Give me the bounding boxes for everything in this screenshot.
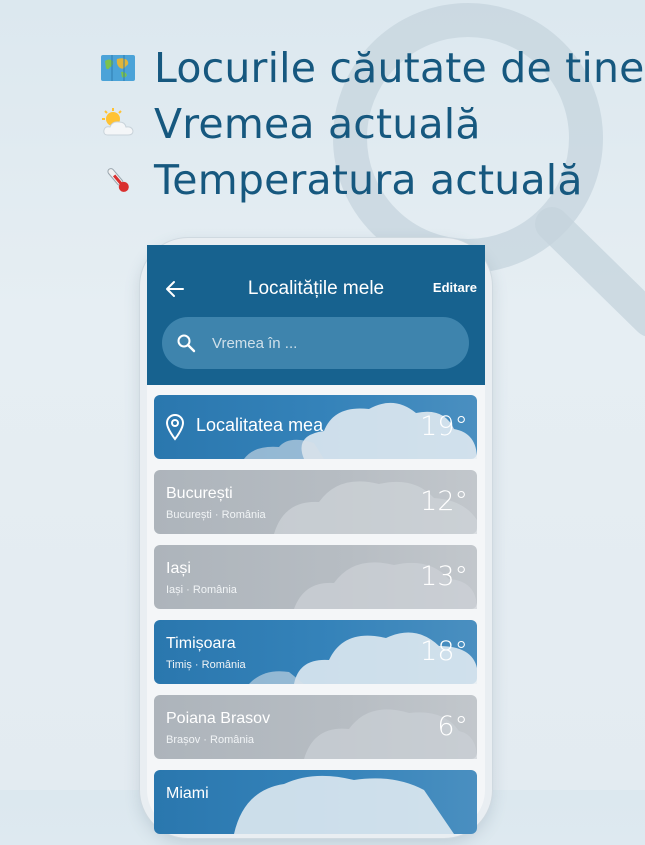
- location-subtitle: Iași · România: [166, 584, 237, 596]
- feature-current-weather: [98, 96, 645, 152]
- location-temperature: 6°: [437, 711, 468, 742]
- feature-searched-places: [98, 40, 645, 96]
- location-subtitle: Timiș · România: [166, 659, 246, 671]
- location-temperature: 18°: [420, 636, 468, 667]
- location-list: [154, 395, 477, 845]
- location-name: Iași: [166, 560, 191, 577]
- edit-button[interactable]: Editare: [432, 280, 477, 295]
- location-pin-icon: [164, 413, 186, 441]
- location-temperature: 19°: [420, 411, 468, 442]
- search-box[interactable]: [162, 317, 469, 369]
- feature-text: Vremea actuală: [154, 100, 481, 148]
- phone-frame: [140, 238, 492, 838]
- location-subtitle: București · România: [166, 509, 266, 521]
- location-card[interactable]: [154, 545, 477, 609]
- feature-current-temperature: [98, 152, 645, 208]
- location-card[interactable]: [154, 620, 477, 684]
- location-temperature: 13°: [420, 561, 468, 592]
- search-icon: [176, 333, 196, 353]
- location-name: Localitatea mea: [196, 415, 324, 435]
- location-card[interactable]: [154, 770, 477, 834]
- location-card[interactable]: [154, 695, 477, 759]
- location-card[interactable]: [154, 470, 477, 534]
- search-input[interactable]: [212, 335, 432, 352]
- sun-behind-cloud-icon: [98, 104, 138, 144]
- my-location-card[interactable]: [154, 395, 477, 459]
- feature-text: Locurile căutate de tine: [154, 44, 645, 92]
- location-subtitle: Brașov · România: [166, 734, 255, 746]
- feature-list: [98, 40, 645, 208]
- feature-text: Temperatura actuală: [154, 156, 583, 204]
- thermometer-icon: [98, 160, 138, 200]
- world-map-icon: [98, 48, 138, 88]
- location-name: Poiana Brasov: [166, 710, 271, 727]
- location-name: Miami: [166, 785, 209, 802]
- location-name: București: [166, 485, 233, 502]
- location-name: Timișoara: [166, 635, 236, 652]
- app-header: [147, 245, 485, 385]
- page-title: Localitățile mele: [247, 278, 385, 299]
- location-temperature: 12°: [420, 486, 468, 517]
